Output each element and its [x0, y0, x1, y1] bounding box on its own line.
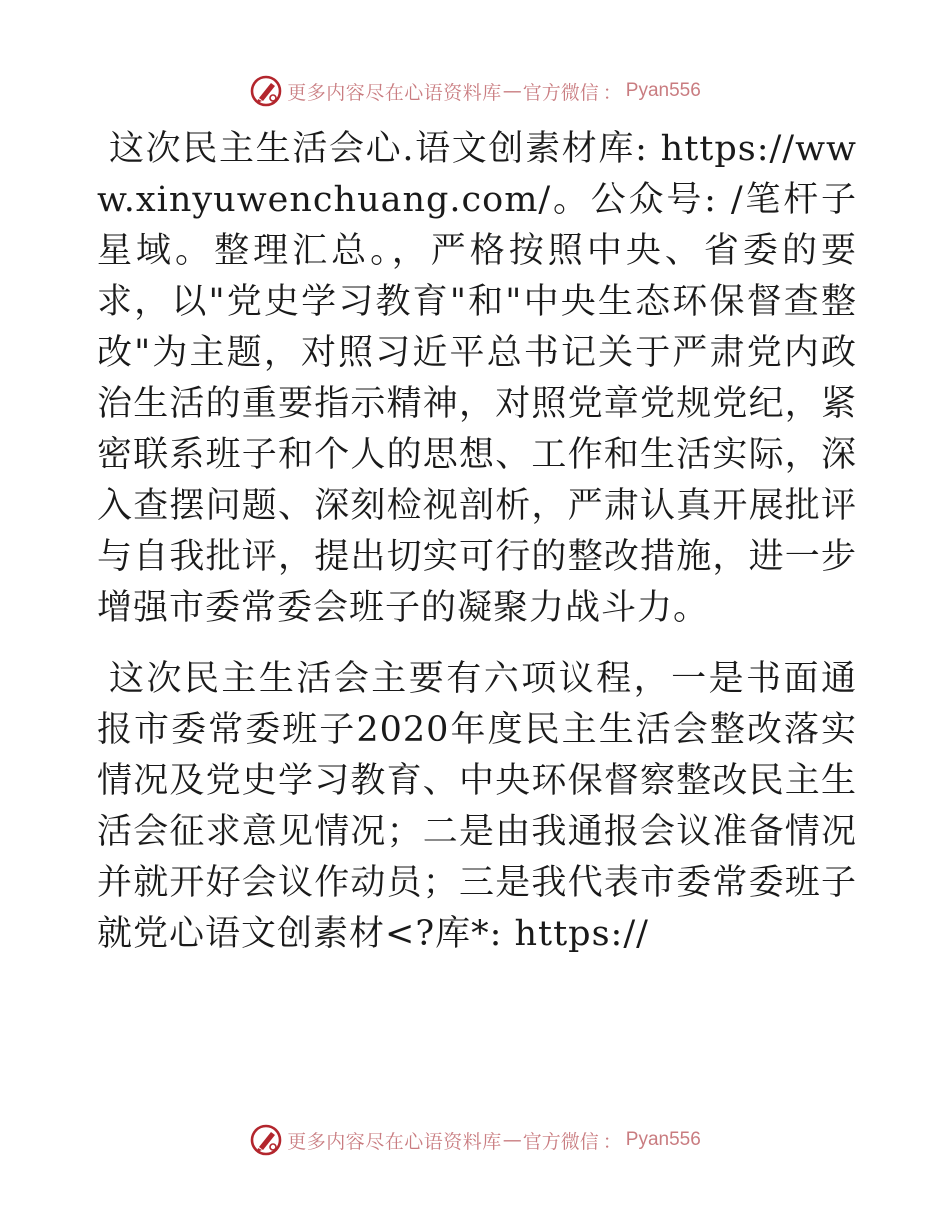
document-body [97, 124, 857, 970]
banner-dash: — [502, 1129, 522, 1151]
footer-banner [0, 1122, 950, 1158]
paragraph-1: 这次民主生活会心.语文创素材库: https://www.xinyuwenchuang.com/。公众号: /笔杆子星域。整理汇总。，严格按照中央、省委的要求，以"党史学习教育"和"中央生态环保督查整改"为主题，对照习近平总书记关于严肃党内政治生活的重要指示精神，对照党章党规党纪，紧密联系班子和个人的思想、工作和生活实际，深入查摆问题、深刻检视剖析，严肃认真开展批评与自我批评，提出切实可行的整改措施，进一步增强市委常委会班子的凝聚力战斗力。 [97, 129, 857, 628]
brush-pen-logo-icon [249, 1123, 283, 1157]
banner-dash: — [502, 80, 522, 102]
banner-site-text: 更多内容尽在心语资料库 [287, 1130, 502, 1153]
brush-pen-logo-icon [249, 74, 283, 108]
banner-colon: ： [602, 1130, 622, 1153]
banner-colon: ： [602, 81, 622, 104]
banner-site-text: 更多内容尽在心语资料库 [287, 81, 502, 104]
banner-wechat-id: Pyan556 [625, 1129, 701, 1150]
banner-wechat-id: Pyan556 [625, 80, 701, 101]
paragraph-2: 这次民主生活会主要有六项议程，一是书面通报市委常委班子2020年度民主生活会整改落实情况及党史学习教育、中央环保督察整改民主生活会征求意见情况；二是由我通报会议准备情况并就开好会议作动员；三是我代表市委常委班子就党心语文创素材<?库*: https:// [97, 659, 857, 954]
banner-wechat-label: 官方微信 [522, 1130, 599, 1153]
banner-wechat-label: 官方微信 [522, 81, 599, 104]
header-banner [0, 73, 950, 109]
